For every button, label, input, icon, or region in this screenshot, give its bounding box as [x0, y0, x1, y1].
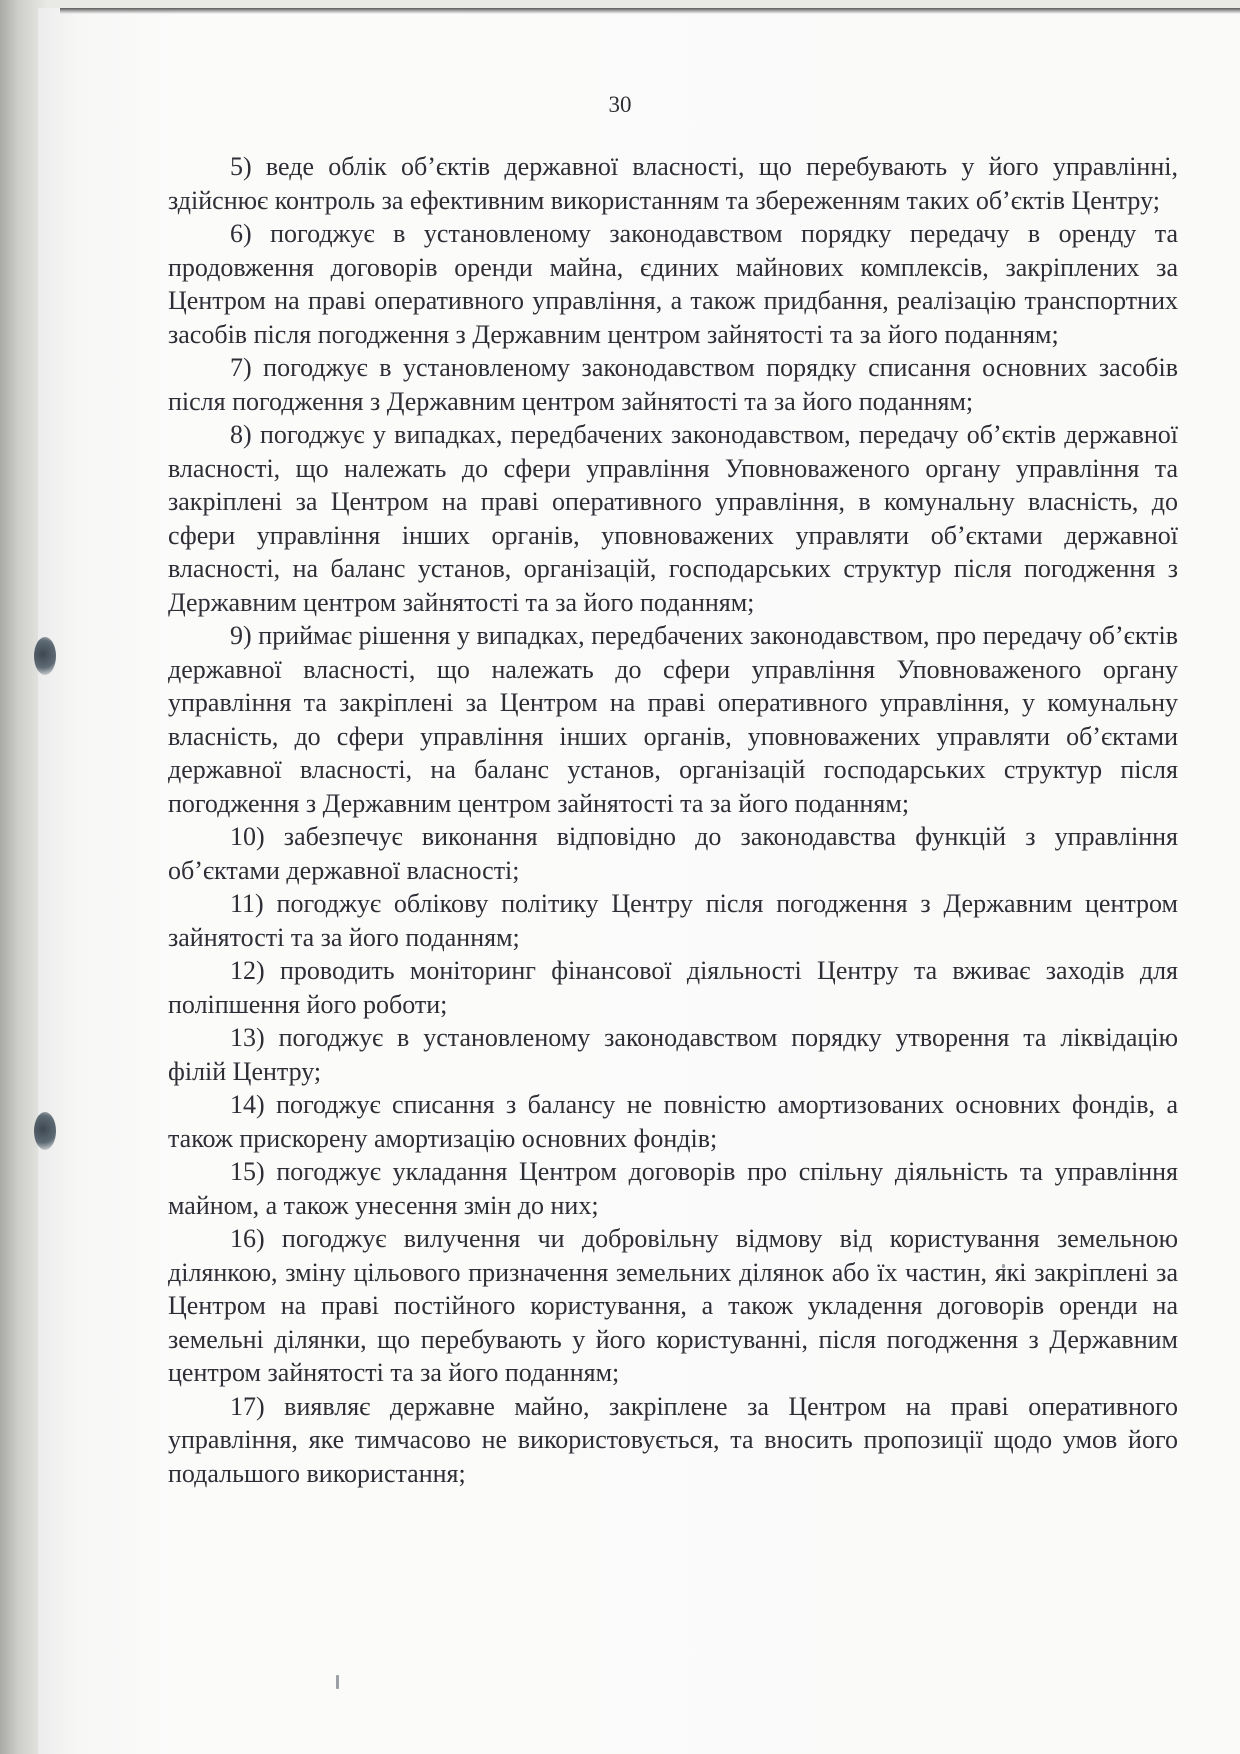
clause-7: 7) погоджує в установленому законодавством порядку списання основних засобів після погодження з Державним центром зайнятості та за його поданням;: [168, 353, 1178, 416]
clause-14: 14) погоджує списання з балансу не повністю амортизованих основних фондів, а також прискорену амортизацію основних фондів;: [168, 1090, 1178, 1153]
clause-5: 5) веде облік об’єктів державної власності, що перебувають у його управлінні, здійснює контроль за ефективним використанням та збереженням таких об’єктів Центру;: [168, 152, 1178, 215]
clause-16: 16) погоджує вилучення чи добровільну відмову від користування земельною ділянкою, зміну цільового призначення земельних ділянок або їх частин, які закріплені за Центром на праві постійного користування, а також укладення договорів оренди на земельні ділянки, що перебувають у його користуванні, після погодження з Державним центром зайнятості та за його поданням;: [168, 1224, 1178, 1387]
document-body: [168, 150, 1178, 1490]
clause-17: 17) виявляє державне майно, закріплене за Центром на праві оперативного управління, яке тимчасово не використовується, та вносить пропозиції щодо умов його подальшого використання;: [168, 1391, 1178, 1488]
clause-8: 8) погоджує у випадках, передбачених законодавством, передачу об’єктів державної власності, що належать до сфери управління Уповноваженого органу управління та закріплені за Центром на праві оперативного управління, в комунальну власність, до сфери управління інших органів, уповноважених управляти об’єктами державної власності, на баланс установ, організацій, господарських структур після погодження з Державним центром зайнятості та за його поданням;: [168, 420, 1178, 617]
page-number: 30: [608, 92, 632, 117]
clause-6: 6) погоджує в установленому законодавством порядку передачу в оренду та продовження договорів оренди майна, єдиних майнових комплексів, закріплених за Центром на праві оперативного управління, а також придбання, реалізацію транспортних засобів після погодження з Державним центром зайнятості та за його поданням;: [168, 219, 1178, 349]
clause-9: 9) приймає рішення у випадках, передбачених законодавством, про передачу об’єктів державної власності, що належать до сфери управління Уповноваженого органу управління та закріплені за Центром на праві оперативного управління, у комунальну власність, до сфери управління інших органів, уповноважених управляти об’єктами державної власності, на баланс установ, організацій господарських структур після погодження з Державним центром зайнятості та за його поданням;: [168, 621, 1178, 818]
clause-12: 12) проводить моніторинг фінансової діяльності Центру та вживає заходів для поліпшення його роботи;: [168, 956, 1178, 1019]
clause-10: 10) забезпечує виконання відповідно до законодавства функцій з управління об’єктами державної власності;: [168, 822, 1178, 885]
binding-hole-top: [34, 637, 56, 675]
scan-speck: [336, 1675, 339, 1689]
clause-13: 13) погоджує в установленому законодавством порядку утворення та ліквідацію філій Центру;: [168, 1023, 1178, 1086]
binding-hole-bottom: [34, 1112, 56, 1150]
clause-15: 15) погоджує укладання Центром договорів про спільну діяльність та управління майном, а також унесення змін до них;: [168, 1157, 1178, 1220]
scan-top-edge-shadow: [60, 8, 1240, 14]
clause-11: 11) погоджує облікову політику Центру після погодження з Державним центром зайнятості та за його поданням;: [168, 889, 1178, 952]
